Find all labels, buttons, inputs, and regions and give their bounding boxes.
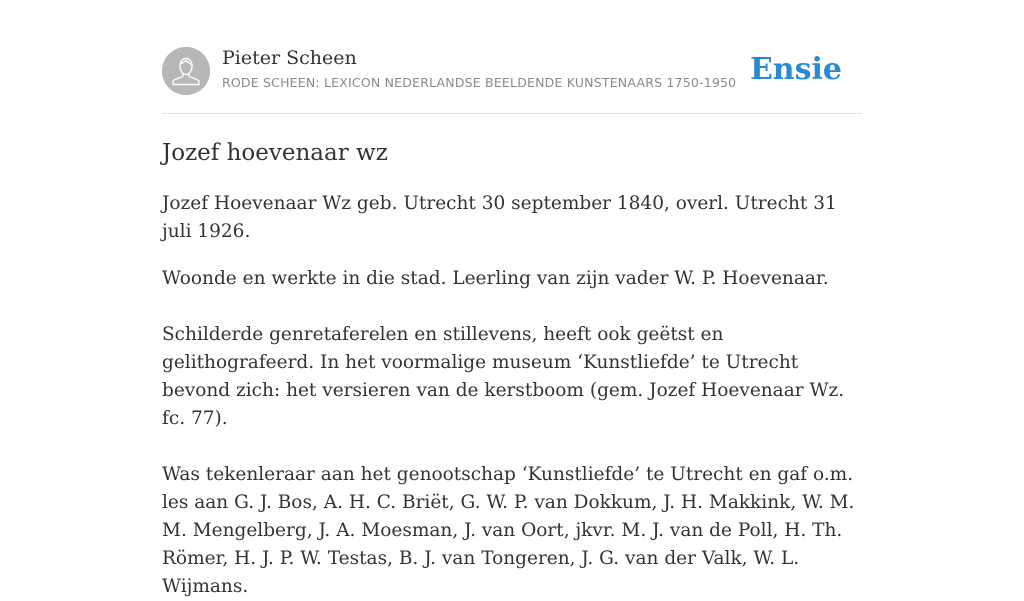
article-title: Jozef hoevenaar wz: [162, 140, 388, 166]
article-paragraph: Was tekenleraar aan het genootschap ‘Kunstliefde’ te Utrecht en gaf o.m. les aan G. J. Bos, A. H. C. Briët, G. W. P. van Dokkum, J. H. Makkink, W. M. M. Mengelberg, J. A. Moesman, J. van Oort, jkvr. M. J. van de Poll, H. Th. Römer, H. J. P. W. Testas, B. J. van Tongeren, J. G. van der Valk, W. L. Wijmans.: [162, 464, 855, 597]
article: [162, 137, 862, 601]
header: [162, 46, 862, 96]
author-name[interactable]: Pieter Scheen: [222, 47, 357, 69]
article-paragraph: Schilderde genretaferelen en stillevens, heeft ook geëtst en gelithografeerd. In het voormalige museum ‘Kunstliefde’ te Utrecht bevond zich: het versieren van de kerstboom (gem. Jozef Hoevenaar Wz. fc. 77).: [162, 324, 845, 429]
source-title[interactable]: RODE SCHEEN: LEXICON NEDERLANDSE BEELDENDE KUNSTENAARS 1750-1950: [222, 75, 737, 90]
article-paragraph: Woonde en werkte in die stad. Leerling van zijn vader W. P. Hoevenaar.: [162, 268, 829, 289]
user-avatar-icon[interactable]: [162, 47, 210, 95]
divider: [162, 113, 862, 114]
brand-logo-link[interactable]: Ensie: [749, 52, 842, 87]
article-paragraph: Jozef Hoevenaar Wz geb. Utrecht 30 september 1840, overl. Utrecht 31 juli 1926.: [162, 193, 837, 242]
